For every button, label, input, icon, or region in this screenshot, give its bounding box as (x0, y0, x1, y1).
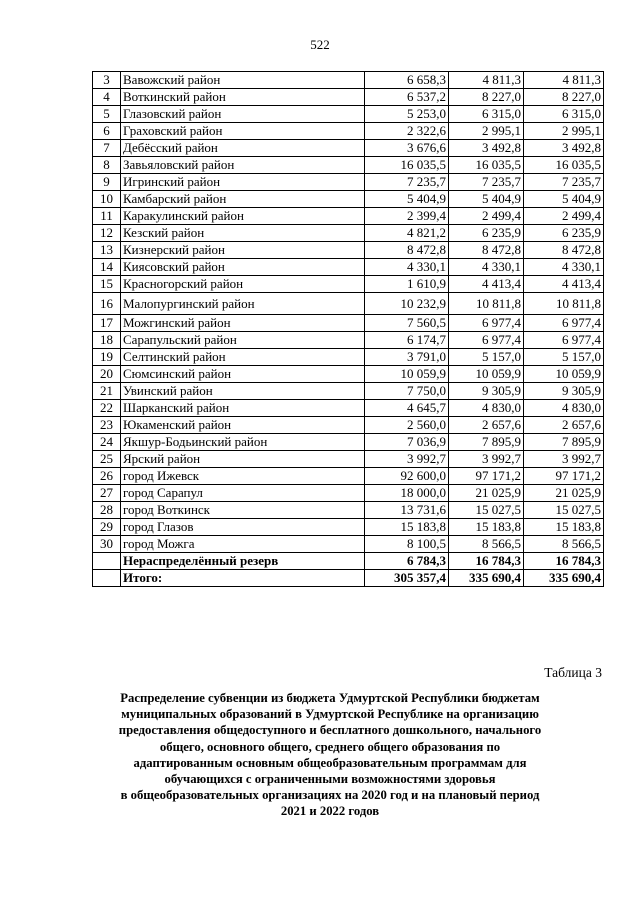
cell-name: Сюмсинский район (121, 366, 365, 383)
cell-v3: 21 025,9 (524, 485, 604, 502)
cell-v3: 3 992,7 (524, 451, 604, 468)
cell-num: 16 (93, 293, 121, 315)
cell-v1: 305 357,4 (365, 570, 449, 587)
cell-num: 17 (93, 315, 121, 332)
cell-v2: 2 657,6 (449, 417, 524, 434)
cell-v2: 8 566,5 (449, 536, 524, 553)
cell-name: город Сарапул (121, 485, 365, 502)
cell-name: Игринский район (121, 174, 365, 191)
cell-v1: 4 330,1 (365, 259, 449, 276)
cell-v1: 5 253,0 (365, 106, 449, 123)
table-row (93, 72, 604, 89)
cell-v2: 3 992,7 (449, 451, 524, 468)
cell-num: 13 (93, 242, 121, 259)
cell-v1: 92 600,0 (365, 468, 449, 485)
table-row (93, 157, 604, 174)
cell-v1: 2 322,6 (365, 123, 449, 140)
cell-v2: 8 227,0 (449, 89, 524, 106)
cell-num: 18 (93, 332, 121, 349)
cell-name: Красногорский район (121, 276, 365, 293)
cell-v3: 8 566,5 (524, 536, 604, 553)
cell-name: Вавожский район (121, 72, 365, 89)
budget-table-body (93, 72, 604, 587)
table-row (93, 519, 604, 536)
cell-v3: 10 811,8 (524, 293, 604, 315)
caption-line: адаптированным основным общеобразовательным программам для (133, 755, 527, 770)
cell-v2: 8 472,8 (449, 242, 524, 259)
cell-name: Шарканский район (121, 400, 365, 417)
cell-v3: 7 235,7 (524, 174, 604, 191)
caption-line: 2021 и 2022 годов (280, 804, 380, 819)
cell-name: город Можга (121, 536, 365, 553)
table-row (93, 332, 604, 349)
cell-v2: 6 977,4 (449, 332, 524, 349)
cell-v2: 2 995,1 (449, 123, 524, 140)
cell-num: 21 (93, 383, 121, 400)
cell-v1: 7 235,7 (365, 174, 449, 191)
cell-v3: 2 499,4 (524, 208, 604, 225)
table-row (93, 434, 604, 451)
table-row (93, 417, 604, 434)
cell-name: Можгинский район (121, 315, 365, 332)
page-number: 522 (310, 37, 330, 52)
cell-v2: 6 235,9 (449, 225, 524, 242)
cell-v1: 6 784,3 (365, 553, 449, 570)
cell-v2: 6 315,0 (449, 106, 524, 123)
cell-v1: 3 676,6 (365, 140, 449, 157)
cell-name: Итого: (121, 570, 365, 587)
cell-num: 19 (93, 349, 121, 366)
cell-name: Малопургинский район (121, 293, 365, 315)
cell-v1: 10 232,9 (365, 293, 449, 315)
cell-v2: 97 171,2 (449, 468, 524, 485)
caption-line: предоставления общедоступного и бесплатного дошкольного, начального (118, 723, 542, 738)
cell-name: Воткинский район (121, 89, 365, 106)
cell-v1: 18 000,0 (365, 485, 449, 502)
cell-name: Кезский район (121, 225, 365, 242)
cell-v1: 1 610,9 (365, 276, 449, 293)
cell-num: 28 (93, 502, 121, 519)
cell-v1: 3 992,7 (365, 451, 449, 468)
table-row (93, 174, 604, 191)
table-row (93, 259, 604, 276)
table-row (93, 208, 604, 225)
cell-v1: 7 560,5 (365, 315, 449, 332)
cell-v3: 5 157,0 (524, 349, 604, 366)
cell-name: Киясовский район (121, 259, 365, 276)
caption-line: обучающихся с ограниченными возможностями здоровья (164, 772, 496, 787)
cell-num: 25 (93, 451, 121, 468)
cell-v2: 5 404,9 (449, 191, 524, 208)
cell-v2: 7 235,7 (449, 174, 524, 191)
cell-v2: 15 183,8 (449, 519, 524, 536)
cell-v2: 16 035,5 (449, 157, 524, 174)
cell-v2: 10 811,8 (449, 293, 524, 315)
cell-v3: 15 027,5 (524, 502, 604, 519)
cell-v3: 2 995,1 (524, 123, 604, 140)
cell-name: Завьяловский район (121, 157, 365, 174)
table-row (93, 276, 604, 293)
cell-num (93, 570, 121, 587)
cell-v2: 21 025,9 (449, 485, 524, 502)
cell-num: 5 (93, 106, 121, 123)
total-row (93, 570, 604, 587)
cell-v2: 2 499,4 (449, 208, 524, 225)
cell-v1: 16 035,5 (365, 157, 449, 174)
caption-line: Распределение субвенции из бюджета Удмуртской Республики бюджетам (120, 691, 540, 705)
table-row (93, 242, 604, 259)
cell-num: 6 (93, 123, 121, 140)
cell-num: 8 (93, 157, 121, 174)
cell-name: Юкаменский район (121, 417, 365, 434)
cell-num (93, 553, 121, 570)
cell-v2: 10 059,9 (449, 366, 524, 383)
cell-v1: 15 183,8 (365, 519, 449, 536)
cell-num: 14 (93, 259, 121, 276)
cell-v3: 6 315,0 (524, 106, 604, 123)
cell-v3: 8 227,0 (524, 89, 604, 106)
table-row (93, 536, 604, 553)
cell-v3: 4 811,3 (524, 72, 604, 89)
cell-v1: 8 100,5 (365, 536, 449, 553)
table-row (93, 502, 604, 519)
cell-name: Сарапульский район (121, 332, 365, 349)
cell-v1: 7 750,0 (365, 383, 449, 400)
cell-v3: 3 492,8 (524, 140, 604, 157)
cell-name: город Ижевск (121, 468, 365, 485)
table-row (93, 366, 604, 383)
cell-v1: 6 658,3 (365, 72, 449, 89)
cell-name: город Глазов (121, 519, 365, 536)
cell-v1: 6 537,2 (365, 89, 449, 106)
cell-v1: 2 560,0 (365, 417, 449, 434)
table-row (93, 225, 604, 242)
cell-v3: 97 171,2 (524, 468, 604, 485)
cell-name: Якшур-Бодьинский район (121, 434, 365, 451)
cell-v3: 4 413,4 (524, 276, 604, 293)
table-row (93, 485, 604, 502)
cell-num: 12 (93, 225, 121, 242)
cell-name: Каракулинский район (121, 208, 365, 225)
cell-v3: 9 305,9 (524, 383, 604, 400)
cell-num: 11 (93, 208, 121, 225)
cell-name: Увинский район (121, 383, 365, 400)
table-row (93, 400, 604, 417)
cell-v3: 10 059,9 (524, 366, 604, 383)
cell-v3: 15 183,8 (524, 519, 604, 536)
cell-v1: 3 791,0 (365, 349, 449, 366)
cell-name: Камбарский район (121, 191, 365, 208)
cell-num: 29 (93, 519, 121, 536)
cell-v1: 4 821,2 (365, 225, 449, 242)
cell-v2: 4 330,1 (449, 259, 524, 276)
cell-num: 26 (93, 468, 121, 485)
cell-num: 10 (93, 191, 121, 208)
cell-v2: 4 413,4 (449, 276, 524, 293)
cell-v2: 4 830,0 (449, 400, 524, 417)
cell-v2: 16 784,3 (449, 553, 524, 570)
cell-v1: 5 404,9 (365, 191, 449, 208)
table-row (93, 349, 604, 366)
cell-name: Селтинский район (121, 349, 365, 366)
cell-v3: 8 472,8 (524, 242, 604, 259)
cell-v2: 6 977,4 (449, 315, 524, 332)
table-row (93, 89, 604, 106)
cell-v3: 16 784,3 (524, 553, 604, 570)
table-caption (95, 690, 565, 820)
cell-v3: 5 404,9 (524, 191, 604, 208)
cell-v3: 2 657,6 (524, 417, 604, 434)
reserve-row (93, 553, 604, 570)
table-row (93, 468, 604, 485)
cell-v2: 335 690,4 (449, 570, 524, 587)
cell-num: 24 (93, 434, 121, 451)
cell-num: 22 (93, 400, 121, 417)
cell-name: Дебёсский район (121, 140, 365, 157)
cell-v1: 8 472,8 (365, 242, 449, 259)
cell-v2: 15 027,5 (449, 502, 524, 519)
caption-line: в общеобразовательных организациях на 2020 год и на плановый период (120, 788, 540, 803)
cell-num: 27 (93, 485, 121, 502)
cell-v1: 7 036,9 (365, 434, 449, 451)
cell-v1: 6 174,7 (365, 332, 449, 349)
cell-v3: 6 977,4 (524, 315, 604, 332)
table-row (93, 315, 604, 332)
cell-num: 20 (93, 366, 121, 383)
cell-v2: 7 895,9 (449, 434, 524, 451)
cell-v1: 13 731,6 (365, 502, 449, 519)
cell-v3: 6 235,9 (524, 225, 604, 242)
cell-num: 9 (93, 174, 121, 191)
cell-num: 7 (93, 140, 121, 157)
caption-line: общего, основного общего, среднего общего образования по (159, 739, 501, 754)
cell-v3: 6 977,4 (524, 332, 604, 349)
cell-v1: 2 399,4 (365, 208, 449, 225)
cell-name: Нераспределённый резерв (121, 553, 365, 570)
cell-v2: 5 157,0 (449, 349, 524, 366)
cell-v3: 4 330,1 (524, 259, 604, 276)
table-row (93, 451, 604, 468)
cell-v2: 9 305,9 (449, 383, 524, 400)
cell-num: 15 (93, 276, 121, 293)
cell-v3: 7 895,9 (524, 434, 604, 451)
cell-v2: 3 492,8 (449, 140, 524, 157)
cell-v1: 4 645,7 (365, 400, 449, 417)
cell-v3: 16 035,5 (524, 157, 604, 174)
cell-name: Граховский район (121, 123, 365, 140)
budget-table (92, 71, 604, 587)
cell-name: Кизнерский район (121, 242, 365, 259)
cell-v2: 4 811,3 (449, 72, 524, 89)
cell-v1: 10 059,9 (365, 366, 449, 383)
cell-num: 30 (93, 536, 121, 553)
cell-name: Ярский район (121, 451, 365, 468)
cell-name: Глазовский район (121, 106, 365, 123)
table-label: Таблица 3 (544, 665, 602, 680)
table-row (93, 140, 604, 157)
table-row (93, 293, 604, 315)
table-row (93, 123, 604, 140)
cell-v3: 4 830,0 (524, 400, 604, 417)
table-row (93, 106, 604, 123)
cell-name: город Воткинск (121, 502, 365, 519)
cell-num: 23 (93, 417, 121, 434)
table-row (93, 191, 604, 208)
cell-num: 3 (93, 72, 121, 89)
cell-v3: 335 690,4 (524, 570, 604, 587)
caption-line: муниципальных образований в Удмуртской Республике на организацию (121, 707, 539, 722)
cell-num: 4 (93, 89, 121, 106)
table-row (93, 383, 604, 400)
